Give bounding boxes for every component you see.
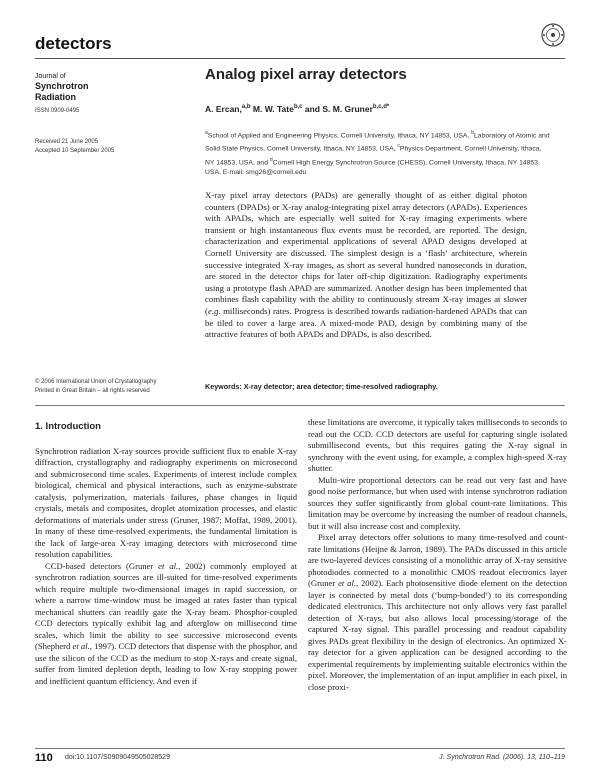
affil-b: Laboratory of Atomic and Solid State Physics, Cornell University, Ithaca, NY 14853, USA, xyxy=(205,132,550,153)
section-heading: detectors xyxy=(35,34,112,53)
affil-d-marker: d xyxy=(269,156,273,163)
text-run-italic: et al. xyxy=(158,560,179,571)
iucr-logo-icon xyxy=(538,22,568,48)
copyright-line1: © 2006 International Union of Crystallography xyxy=(35,379,157,385)
journal-name-line1: Synchrotron xyxy=(35,81,89,91)
keywords-rule xyxy=(35,405,565,406)
copyright xyxy=(35,378,157,396)
affil-a: School of Applied and Engineering Physics, Cornell University, Ithaca, NY 14853, USA, xyxy=(207,132,470,140)
paragraph: Synchrotron radiation X-ray sources provide sufficient flux to enable X-ray diffraction, crystallography and radiography experiments on microsecond and submicrosecond time scales. Experiments of interest include complex biological, chemical and physical interactions, such as enzyme-substrate catalysis, polymerization, materials failures, phase changes in liquid crystals, metals and composites, droplet atomization processes, and elastic deformations of materials under stress (Gruner, 1987; Moffat, 1989, 2001). In many of these time-resolved experiments, the fundamental limitation is the lack of large-area X-ray imaging detectors with microsecond time resolution capabilities. xyxy=(35,445,297,559)
body-column-left xyxy=(35,421,297,687)
page-footer xyxy=(35,752,565,764)
text-run: , 2002). Each photosensitive diode element on the detection layer is connected by metal dots (‘bump-bonded’) to its corresponding dedicated electronics. This architecture not only allows very fast parallel detection of X-rays, but also allows local processing/storage of the captured X-ray signal. This parallel processing and readout capability gives PADs great flexibility in the design of electronics. An optimized X-ray detector for a given application can be designed according to the experimental requirements by implementing suitable electronics within the pixel. Moreover, the implementation of an input amplifier in each pixel, in close proxi- xyxy=(308,578,567,692)
author-list xyxy=(205,104,389,114)
text-run: , 1997). CCD detectors that dispense with the phosphor, and use the silicon of the CCD as the medium to stop X-rays and create signal, suffer from limited depletion depth, leading to low X-ray stopping power and inefficient quantum efficiency. And even if xyxy=(35,641,297,686)
text-run-italic: et al. xyxy=(72,641,90,651)
paragraph: Multi-wire proportional detectors can be read out very fast and have good noise performance, but when used with intense synchrotron radiation sources they suffer significantly from global count-rate limitations. This limitation may be overcome by increasing the number of readout channels, but it will also increase cost and complexity. xyxy=(308,474,567,531)
text-run: Pixel array detectors offer solutions to many time-resolved and count-rate limitations (Heijne & Jarron, 1989). The PADs discussed in this article are two-layered devices consisting of a monolithic array of X-ray sensitive photodiodes connected to a monolithic CMOS readout electronics layer (Gruner xyxy=(308,532,567,588)
affil-d: Cornell High Energy Synchrotron Source (CHESS), Cornell University, Ithaca, NY 14853, USA. E-mail: smg26@cornell.edu xyxy=(205,158,540,176)
paragraph xyxy=(35,561,297,688)
keywords-label: Keywords: xyxy=(205,382,242,391)
author-3-affil: b,c,d* xyxy=(372,104,390,111)
paragraph xyxy=(308,532,567,693)
header-rule xyxy=(35,58,565,59)
footer-rule xyxy=(35,748,565,749)
body-column-right xyxy=(308,417,567,693)
citation: J. Synchrotron Rad. (2006). 13, 110–119 xyxy=(439,754,565,761)
affil-c: Physics Department, Cornell University, Ithaca, NY 14853, USA, and xyxy=(205,145,542,166)
keywords xyxy=(205,382,438,391)
author-1-affil: a,b xyxy=(241,104,251,111)
abstract-eg: e.g. xyxy=(207,305,221,316)
affil-c-marker: c xyxy=(397,143,400,150)
journal-name-line2: Radiation xyxy=(35,92,77,102)
text-run-italic: et al. xyxy=(338,578,356,588)
affiliations xyxy=(205,128,550,178)
issn: ISSN 0909-0495 xyxy=(35,108,80,114)
abstract-part-1: X-ray pixel array detectors (PADs) are generally thought of as either digital photon counters (DPADs) or X-ray analog-integrating pixel array detectors (APADs). Experiences with APADs, which are especially well suited for X-ray imaging experiments where transient or high instantaneous flux events must be recorded, are reported. The design, characterization and experimental applications of several APAD designs developed at Cornell University are discussed. The simplest design is a ‘flash’ architecture, wherein successive integrated X-ray images, as short as several hundred nanoseconds in duration, are stored in the detector chips for later off-chip digitization. Radiography experiments using a prototype flash APAD are summarized. Another design has been implemented that combines flash capability with the ability to continuously stream X-ray images at slower ( xyxy=(205,190,527,316)
abstract xyxy=(205,190,527,341)
text-run: CCD-based detectors (Gruner xyxy=(45,560,159,571)
abstract-part-2: milliseconds) rates. Progress is described towards radiation-hardened APADs that can be tiled to cover a large area. A mixed-mode PAD, design by combining many of the attractive features of both APADs and DPADs, is also described. xyxy=(205,305,527,340)
affil-a-marker: a xyxy=(205,130,208,136)
copyright-line2: Printed in Great Britain – all rights reserved xyxy=(35,388,150,394)
received-dates xyxy=(35,138,114,156)
accepted-date: Accepted 10 September 2005 xyxy=(35,148,115,154)
author-2-affil: b,c xyxy=(293,104,303,111)
keywords-list: X-ray detector; area detector; time-resolved radiography. xyxy=(241,382,438,391)
author-and: and xyxy=(302,104,323,114)
affil-b-marker: b xyxy=(471,130,475,136)
paragraph: these limitations are overcome, it typically takes milliseconds to seconds to read out the CCD. CCD detectors are useful for capturing single isolated submillisecond events, but this requires gating the X-ray signal in synchrony with the event using, for example, a complex high-speed X-ray shutter. xyxy=(308,417,567,473)
text-run: , 2002) commonly employed at synchrotron radiation sources are ill-suited for time-resolved experiments which require multiple two-dimensional images in rapid succession, or where a narrow time-window must be imaged at rates faster than typical mechanical shutters can readily gate the X-ray beam. Phosphor-coupled CCD detectors typically exhibit lag and afterglow on millisecond time scales, which limit the ability to see successive microsecond events (Shepherd xyxy=(35,560,297,651)
author-1: A. Ercan, xyxy=(205,104,242,114)
received-date: Received 21 June 2005 xyxy=(35,139,99,145)
author-3: S. M. Gruner xyxy=(322,104,373,114)
page-number: 110 xyxy=(35,752,53,764)
journal-block xyxy=(35,72,89,116)
doi: doi:10.1107/S0909049505028529 xyxy=(65,754,170,761)
article-title: Analog pixel array detectors xyxy=(205,66,407,83)
journal-label: Journal of xyxy=(35,73,66,80)
intro-heading: 1. Introduction xyxy=(35,421,101,432)
author-2: M. W. Tate xyxy=(250,104,294,114)
